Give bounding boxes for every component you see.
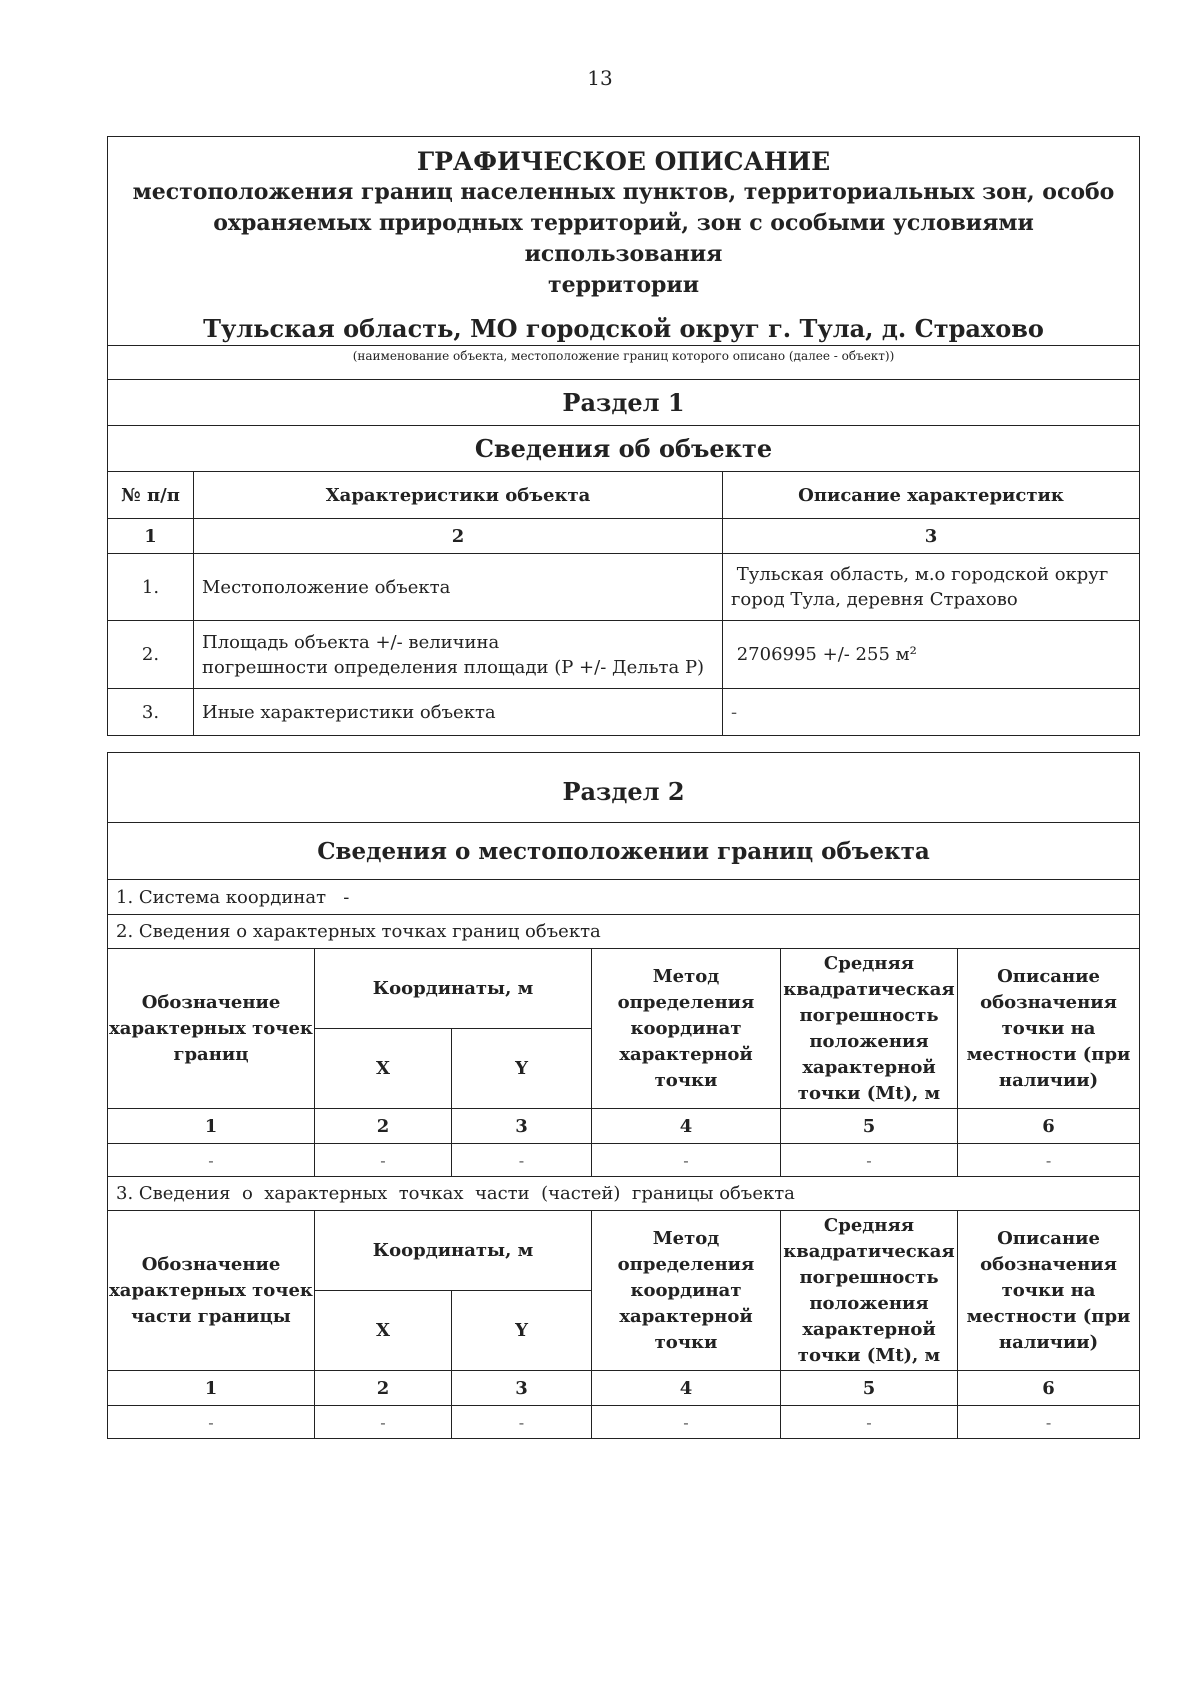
grid2-header-coordinates: Координаты, м <box>315 1211 592 1291</box>
header-line: положения <box>809 1292 929 1314</box>
section2-subtitle: Сведения о местоположении границ объекта <box>108 823 1140 880</box>
table-cell: - <box>315 1406 452 1439</box>
header-line: части границы <box>131 1305 291 1327</box>
column-header-description: Описание характеристик <box>723 472 1140 519</box>
grid1-header-coordinates: Координаты, м <box>315 949 592 1029</box>
column-number: 1 <box>108 1109 315 1144</box>
header-line: характерной <box>802 1056 936 1078</box>
header-line: Обозначение <box>141 991 281 1013</box>
column-number: 3 <box>452 1371 592 1406</box>
coordinate-system-line: 1. Система координат - <box>108 880 1140 915</box>
header-line: характерной <box>802 1318 936 1340</box>
header-line: точки на <box>1001 1279 1096 1301</box>
header-line: местности (при <box>966 1043 1131 1065</box>
row-description: - <box>723 689 1140 736</box>
document-header <box>108 137 1140 346</box>
header-line: характерных точек <box>109 1017 313 1039</box>
header-line: положения <box>809 1030 929 1052</box>
row-description: 2706995 +/- 255 м² <box>723 621 1140 689</box>
boundary-points-heading: 2. Сведения о характерных точках границ объекта <box>108 915 1140 949</box>
header-line: точки <box>654 1069 718 1091</box>
row-characteristic-line2: погрешности определения площади (P +/- Дельта P) <box>202 656 705 678</box>
table-cell: - <box>315 1144 452 1177</box>
header-line: характерной <box>619 1043 753 1065</box>
row-description-line2: город Тула, деревня Страхово <box>731 589 1018 610</box>
table-cell: - <box>592 1406 781 1439</box>
row-number: 1. <box>108 554 194 621</box>
table-cell: - <box>452 1144 592 1177</box>
header-line: местности (при <box>966 1305 1131 1327</box>
header-line: Средняя <box>823 1214 915 1236</box>
row-characteristic-line1: Площадь объекта +/- величина <box>202 631 500 653</box>
grid1-header-method <box>592 949 781 1109</box>
grid1-header-error <box>781 949 958 1109</box>
document-subtitle-line1: местоположения границ населенных пунктов, территориальных зон, особо <box>132 179 1115 205</box>
column-number: 1 <box>108 1371 315 1406</box>
row-description <box>723 554 1140 621</box>
document-title: ГРАФИЧЕСКОЕ ОПИСАНИЕ <box>416 147 831 176</box>
column-number: 5 <box>781 1109 958 1144</box>
table-cell: - <box>958 1144 1140 1177</box>
column-number: 2 <box>315 1371 452 1406</box>
header-line: характерных точек <box>109 1279 313 1301</box>
header-line: обозначения <box>980 991 1117 1013</box>
grid1-header-description <box>958 949 1140 1109</box>
header-line: Метод <box>652 965 720 987</box>
header-line: точки (Mt), м <box>797 1082 941 1104</box>
row-number: 2. <box>108 621 194 689</box>
header-line: Средняя <box>823 952 915 974</box>
header-line: Метод <box>652 1227 720 1249</box>
object-caption: (наименование объекта, местоположение границ которого описано (далее - объект)) <box>108 346 1140 380</box>
column-number: 2 <box>315 1109 452 1144</box>
header-line: квадратическая <box>783 1240 955 1262</box>
page-number: 13 <box>587 66 613 90</box>
header-line: характерной <box>619 1305 753 1327</box>
grid2-header-method <box>592 1211 781 1371</box>
header-line: точки (Mt), м <box>797 1344 941 1366</box>
header-line: Описание <box>997 1227 1100 1249</box>
header-line: координат <box>630 1017 742 1039</box>
section1-table <box>107 136 1140 736</box>
header-line: координат <box>630 1279 742 1301</box>
table-cell: - <box>592 1144 781 1177</box>
table-row <box>108 689 1140 736</box>
table-cell: - <box>958 1406 1140 1439</box>
header-line: наличии) <box>998 1069 1099 1091</box>
header-line: погрешность <box>799 1266 939 1288</box>
header-line: погрешность <box>799 1004 939 1026</box>
table-cell: - <box>781 1144 958 1177</box>
grid2-header-error <box>781 1211 958 1371</box>
document-subtitle-line2: охраняемых природных территорий, зон с особыми условиями использования <box>213 210 1034 267</box>
table-row <box>108 554 1140 621</box>
row-description-line1: Тульская область, м.о городской округ <box>731 564 1109 585</box>
header-line: Описание <box>997 965 1100 987</box>
grid2-header-description <box>958 1211 1140 1371</box>
header-line: обозначения <box>980 1253 1117 1275</box>
header-line: определения <box>617 1253 755 1275</box>
row-characteristic <box>194 621 723 689</box>
column-number: 2 <box>194 519 723 554</box>
column-number: 5 <box>781 1371 958 1406</box>
grid1-header-x: X <box>315 1029 452 1109</box>
section2-title: Раздел 2 <box>108 753 1140 823</box>
section1-title: Раздел 1 <box>108 380 1140 426</box>
row-characteristic: Местоположение объекта <box>194 554 723 621</box>
column-number: 4 <box>592 1371 781 1406</box>
object-name: Тульская область, МО городской округ г. Тула, д. Страхово <box>203 314 1044 343</box>
header-line: квадратическая <box>783 978 955 1000</box>
table-cell: - <box>781 1406 958 1439</box>
header-line: границ <box>173 1043 249 1065</box>
row-number: 3. <box>108 689 194 736</box>
part-boundary-points-heading: 3. Сведения о характерных точках части (частей) границы объекта <box>108 1177 1140 1211</box>
grid2-header-designation <box>108 1211 315 1371</box>
column-number: 6 <box>958 1109 1140 1144</box>
table-cell: - <box>108 1406 315 1439</box>
column-header-characteristic: Характеристики объекта <box>194 472 723 519</box>
column-header-number: № п/п <box>108 472 194 519</box>
column-number: 4 <box>592 1109 781 1144</box>
grid2-header-y: Y <box>452 1291 592 1371</box>
table-row <box>108 1144 1140 1177</box>
table-cell: - <box>452 1406 592 1439</box>
grid1-header-designation <box>108 949 315 1109</box>
table-row <box>108 621 1140 689</box>
column-number: 3 <box>452 1109 592 1144</box>
header-line: наличии) <box>998 1331 1099 1353</box>
header-line: точки на <box>1001 1017 1096 1039</box>
header-line: определения <box>617 991 755 1013</box>
header-line: точки <box>654 1331 718 1353</box>
row-characteristic: Иные характеристики объекта <box>194 689 723 736</box>
section1-subtitle: Сведения об объекте <box>108 426 1140 472</box>
document-subtitle-line3: территории <box>547 272 700 298</box>
header-line: Обозначение <box>141 1253 281 1275</box>
column-number: 6 <box>958 1371 1140 1406</box>
grid1-header-y: Y <box>452 1029 592 1109</box>
section2-table <box>107 752 1140 1439</box>
column-number: 3 <box>723 519 1140 554</box>
table-row <box>108 1406 1140 1439</box>
table-cell: - <box>108 1144 315 1177</box>
grid2-header-x: X <box>315 1291 452 1371</box>
column-number: 1 <box>108 519 194 554</box>
